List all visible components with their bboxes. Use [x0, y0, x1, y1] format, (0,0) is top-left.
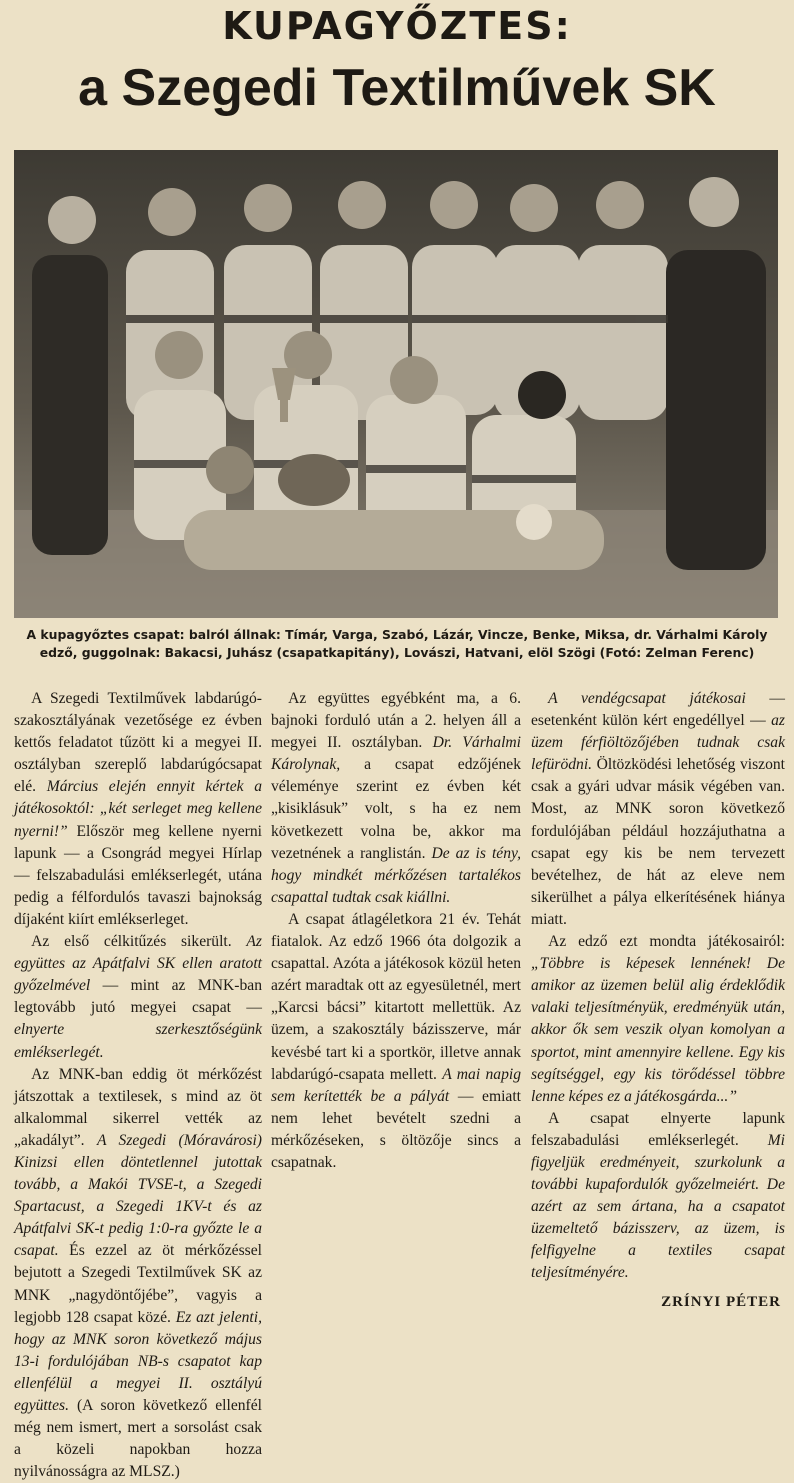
headline: a Szegedi Textilművek SK — [78, 59, 716, 117]
paragraph-3: Az MNK-ban eddig öt mérkőzést játszottak a textilesek, s mind az öt alkalommal sikerrel vették az „akadályt”. A Szegedi (Móravárosi) Kinizsi ellen döntetlennel jutottak tovább, a Makói TVSE-t, a Szegedi Spartacust, a Szegedi 1KV-t és az Apátfalvi SK-t pedig 1:0-ra győzte le a csapat. És ezzel az öt mérkőzéssel bejutott a Szegedi Textilművek SK az MNK „nagydöntőjébe”, vagyis a legjobb 128 csapat közé. Ez azt jelenti, hogy az MNK soron következő május 13-i fordulójában NB-s csapatot kap ellenfélül a megyei II. osztályú együttes. (A soron következő ellenfél még nem ismert, mert a sorsolást csak a közeli napokban hozza nyilvánosságra az MLSZ.) — [14, 1065, 262, 1481]
article-column-1 — [14, 688, 262, 1481]
article-column-2 — [271, 688, 521, 1432]
author-signature: ZRÍNYI PÉTER — [661, 1293, 781, 1310]
paragraph-1: A Szegedi Textilművek labdarúgó-szakosztályának vezetősége ez évben kettős feladatot tűzött ki a megyei II. osztályban szereplő labdarúgócsapat elé. Március elején ennyit kértek a játékosoktól: „két serleget meg kellene nyerni!” Először meg kellene nyerni lapunk — a Csongrád megyei Hírlap — felszabadulási emlékserlegét, utána pedig a félfordulós tavaszi bajnokság díjaként kiírt emlékserleget. — [14, 690, 262, 928]
paragraph-2: Az első célkitűzés sikerült. Az együttes az Apátfalvi SK ellen aratott győzelmével — mint az MNK-ban legtovább jutó megyei csapat — elnyerte szerkesztőségünk emlékserlegét. — [14, 933, 262, 1061]
paragraph-5-cont: A vendégcsapat játékosai — esetenként külön kért engedéllyel — az üzem férfiöltözőjében tudnak csak lefürödni. Öltözködési lehetőség viszont csak a gyári udvar másik végében van. Most, az MNK soron következő fordulójában például hozzájuthatna a csapat egy kis be nem tervezett bevételhez, de hát az eleve nem sikerülhet a pálya elkerítésének hiánya miatt. — [531, 690, 785, 928]
paragraph-7: A csapat elnyerte lapunk felszabadulási emlékserlegét. Mi figyeljük eredményeit, szurkolunk a további kupafordulók győzelmeiért. De azért az sem ártana, ha a csapatot üzemeltető bázisszerv, az üzem, is felfigyelne a textiles csapat teljesítményére. — [531, 1109, 785, 1282]
photo-caption: A kupagyőztes csapat: balról állnak: Tímár, Varga, Szabó, Lázár, Vincze, Benke, Miksa, dr. Várhalmi Károly edző, guggolnak: Bakacsi, Juhász (csapatkapitány), Lovászi, Hatvani, elöl Szögi (Fotó: Zelman Ferenc) — [26, 627, 768, 660]
article-column-3 — [531, 688, 785, 1432]
paragraph-6: Az edző ezt mondta játékosairól: „Többre is képesek lennének! De amikor az üzemen belül alig érdeklődik valaki teljesítményük, eredményük után, akkor ők sem veszik olyan komolyan a sportot, mint amennyire kellene. Egy kis segítséggel, egy kis törődéssel többre lenne képes ez a játékosgárda...” — [531, 933, 785, 1105]
paragraph-4: Az együttes egyébként ma, a 6. bajnoki forduló után a 2. helyen áll a megyei II. osztályban. Dr. Várhalmi Károlynak, a csapat edzőjének véleménye szerint ez évben két „kisiklásuk” volt, s ha ez nem következett volna be, akkor ma vezetnének a ranglistán. De az is tény, hogy mindkét mérkőzésen tartalékos csapattal tudtak csak kiállni. — [271, 690, 521, 906]
team-photo — [14, 150, 778, 618]
team-photo-illustration — [14, 150, 778, 618]
paragraph-5: A csapat átlagéletkora 21 év. Tehát fiatalok. Az edző 1966 óta dolgozik a csapattal. Azóta a játékosok közül heten azért maradtak ott az egyesületnél, mert „Karcsi bácsi” kitartott mellettük. Az üzem, a szakosztály bázisszerve, már kevésbé tart ki a sportkör, illetve annak labdarúgó-csapata mellett. A mai napig sem kerítették be a pályát — emiatt nem lehet bevételt szedni a mérkőzéseken, s öltözője sincs a csapatnak. — [271, 910, 522, 1171]
kicker-title: KUPAGYŐZTES: — [222, 4, 572, 48]
